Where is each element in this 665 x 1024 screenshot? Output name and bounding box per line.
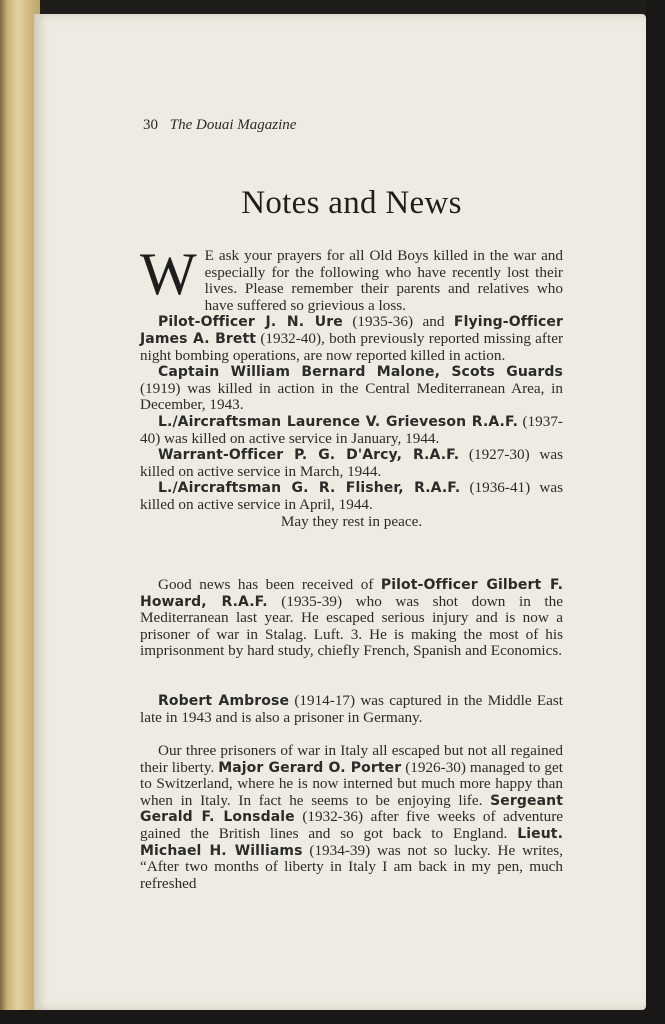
entry-flisher: L./Aircraftsman G. R. Flisher, R.A.F. (1936-41) was killed on active service in April, 1944. — [140, 479, 563, 513]
running-head — [143, 117, 296, 134]
howard-section — [140, 577, 563, 660]
entry-darcy: Warrant-Officer P. G. D'Arcy, R.A.F. (1927-30) was killed on active service in March, 1944. — [140, 446, 563, 480]
ambrose-section — [140, 693, 563, 726]
howard-paragraph: Good news has been received of Pilot-Officer Gilbert F. Howard, R.A.F. (1935-39) who was shot down in the Mediterranean last year. He escaped serious injury and is now a prisoner of war in Stalag. Luft. 3. He is making the most of his imprisonment by hard study, chiefly French, Spanish and Economics. — [140, 576, 563, 660]
background-bottom — [0, 1010, 665, 1024]
page-title: Notes and News — [241, 185, 462, 221]
page-number: 30 — [143, 117, 158, 133]
entry-grieveson: L./Aircraftsman Laurence V. Grieveson R.A.F. (1937-40) was killed on active service in January, 1944. — [140, 412, 563, 447]
ambrose-paragraph: Robert Ambrose (1914-17) was captured in the Middle East late in 1943 and is also a prisoner in Germany. — [140, 692, 563, 726]
drop-cap: W — [140, 241, 197, 307]
background-right — [646, 0, 665, 1024]
entry-ure-brett: Pilot-Officer J. N. Ure (1935-36) and Flying-Officer James A. Brett (1932-40), both previously reported missing after night bombing operations, are now reported killed in action. — [140, 313, 564, 364]
prisoners-section — [140, 743, 563, 892]
intro-paragraph: W E ask your prayers for all Old Boys killed in the war and especially for the following who have recently lost their lives. Please remember their parents and relatives who have suffered so grievious a loss. — [140, 241, 563, 314]
rest-in-peace-line: May they rest in peace. — [280, 512, 423, 530]
entry-malone: Captain William Bernard Malone, Scots Guards (1919) was killed in action in the Central Mediterranean Area, in December, 1943. — [140, 364, 563, 414]
memorial-section — [140, 241, 564, 530]
prisoners-paragraph: Our three prisoners of war in Italy all escaped but not all regained their liberty. Major Gerard O. Porter (1926-30) managed to get to Switzerland, where he is now interned but much more happy than when in Italy. In fact he seems to be enjoying life. Sergeant Gerald F. Lonsdale (1932-36) after five weeks of adventure gained the British lines and so got back to England. Lieut. Michael H. Williams (1934-39) was not so lucky. He writes, “After two months of liberty in Italy I am back in my pen, much refreshed — [140, 742, 563, 892]
magazine-title: The Douai Magazine — [169, 117, 297, 133]
